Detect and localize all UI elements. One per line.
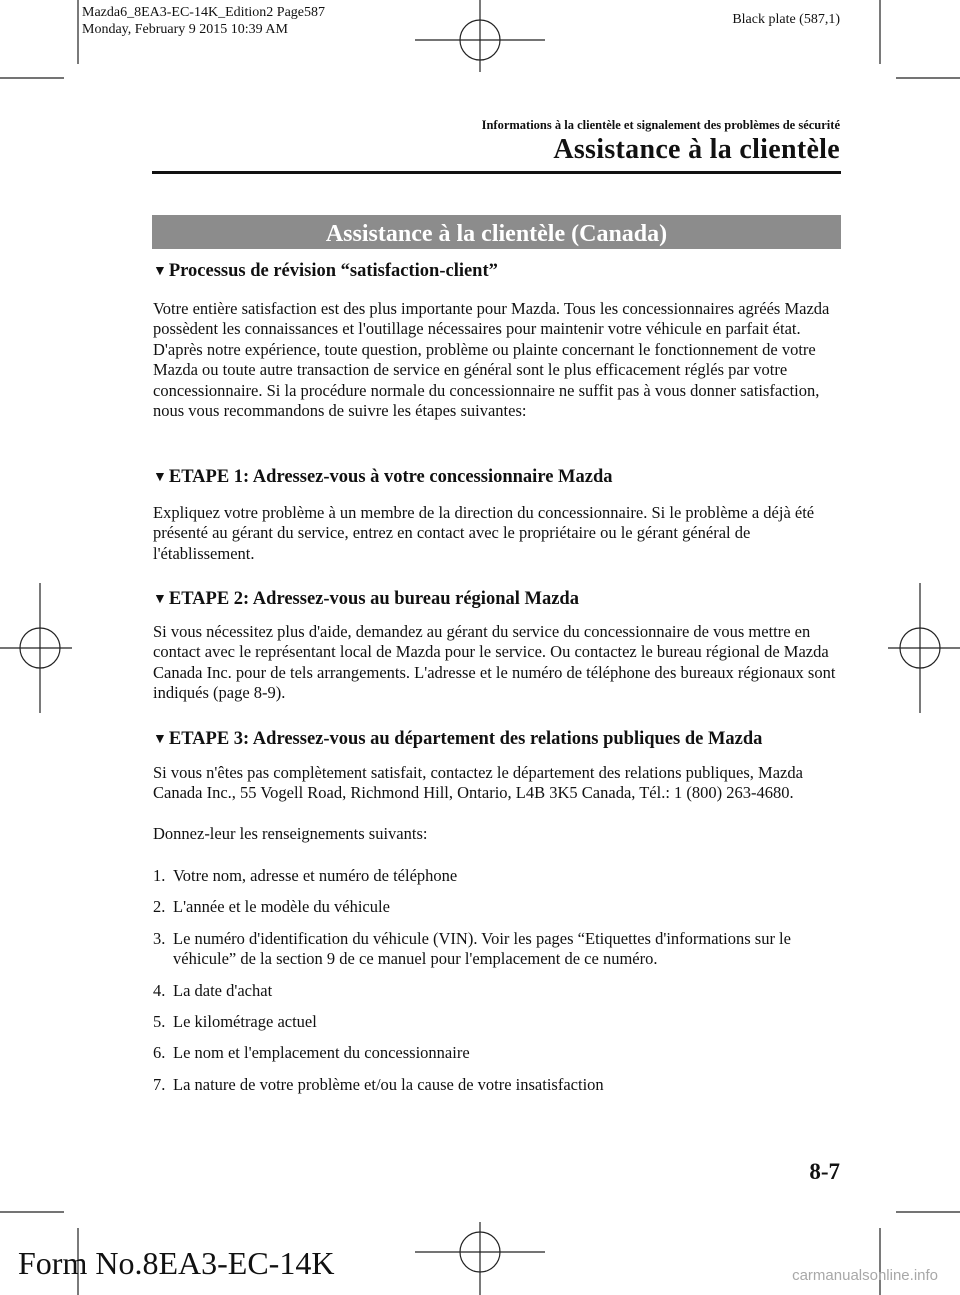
list-item-text: La nature de votre problème et/ou la cause de votre insatisfaction: [173, 1074, 604, 1094]
list-item-number: 3.: [153, 928, 166, 948]
section-heading: [153, 467, 613, 488]
watermark: carmanualsonline.info: [792, 1267, 938, 1284]
section-heading: [153, 589, 579, 610]
list-item-number: 5.: [153, 1012, 166, 1032]
list-item: [153, 929, 843, 970]
list-item-text: La date d'achat: [173, 980, 273, 1000]
print-file-line: Mazda6_8EA3-EC-14K_Edition2 Page587: [82, 5, 326, 20]
body-paragraph: Si vous n'êtes pas complètement satisfait, contactez le département des relations publiques, Mazda Canada Inc., 55 Vogell Road, Richmond Hill, Ontario, L4B 3K5 Canada, Tél.: 1 (800) 263-4680.: [153, 763, 803, 803]
triangle-down-icon: ▼: [153, 732, 167, 747]
section-banner-title: Assistance à la clientèle (Canada): [152, 215, 841, 249]
list-item-text: L'année et le modèle du véhicule: [173, 897, 390, 917]
registration-target-icon: [415, 0, 545, 72]
info-list: [153, 866, 843, 1095]
list-item: [153, 981, 843, 1001]
list-item: [153, 866, 843, 886]
registration-target-icon: [0, 583, 72, 713]
triangle-down-icon: ▼: [153, 264, 167, 279]
section-heading: [153, 261, 498, 282]
triangle-down-icon: ▼: [153, 592, 167, 607]
list-item-number: 6.: [153, 1043, 166, 1063]
print-file-info: [82, 4, 325, 38]
section-heading-text: Processus de révision “satisfaction-client”: [168, 261, 498, 281]
section-heading-text: ETAPE 3: Adressez-vous au département des relations publiques de Mazda: [168, 729, 763, 749]
body-paragraph: Donnez-leur les renseignements suivants:: [153, 824, 428, 843]
registration-target-icon: [415, 1222, 545, 1295]
list-item-number: 4.: [153, 980, 166, 1000]
list-item: [153, 1075, 843, 1095]
header-rule: [152, 171, 841, 174]
list-item-text: Le kilométrage actuel: [173, 1012, 317, 1032]
running-header-section: Assistance à la clientèle: [553, 134, 840, 165]
list-item-text: Votre nom, adresse et numéro de téléphone: [173, 866, 458, 885]
form-number: Form No.8EA3-EC-14K: [18, 1245, 335, 1281]
list-item: [153, 1012, 843, 1032]
list-item-number: 7.: [153, 1074, 166, 1094]
list-item-text: Le numéro d'identification du véhicule (VIN). Voir les pages “Etiquettes d'informations sur le véhicule” de la section 9 de ce manuel pour l'emplacement de ce numéro.: [173, 928, 791, 969]
section-heading: [153, 729, 762, 750]
registration-target-icon: [888, 583, 960, 713]
list-item-text: Le nom et l'emplacement du concessionnaire: [173, 1043, 470, 1063]
page-number: 8-7: [809, 1159, 840, 1184]
running-header-chapter: Informations à la clientèle et signalement des problèmes de sécurité: [481, 118, 840, 132]
body-paragraph: Expliquez votre problème à un membre de la direction du concessionnaire. Si le problème a déjà été présenté au gérant du service, entrez en contact avec le propriétaire ou le gérant général de l'établissement.: [153, 503, 815, 563]
list-item-number: 2.: [153, 897, 166, 917]
section-heading-text: ETAPE 2: Adressez-vous au bureau régional Mazda: [168, 589, 579, 609]
plate-info: Black plate (587,1): [732, 12, 840, 27]
list-item: [153, 897, 843, 917]
section-heading-text: ETAPE 1: Adressez-vous à votre concessionnaire Mazda: [168, 467, 613, 487]
print-date-line: Monday, February 9 2015 10:39 AM: [82, 22, 288, 37]
triangle-down-icon: ▼: [153, 470, 167, 485]
list-item-number: 1.: [153, 866, 166, 885]
list-item: [153, 1043, 843, 1063]
body-paragraph: Votre entière satisfaction est des plus importante pour Mazda. Tous les concessionnaires agréés Mazda possèdent les connaissances et l'outillage nécessaires pour maintenir votre véhicule en parfait état. D'après notre expérience, toute question, problème ou plainte concernant le fonctionnement de votre Mazda ou toute autre transaction de service en général sont le plus efficacement réglés par votre concessionnaire. Si la procédure normale du concessionnaire ne suffit pas à vous donner satisfaction, nous vous recommandons de suivre les étapes suivantes:: [153, 299, 830, 421]
body-paragraph: Si vous nécessitez plus d'aide, demandez au gérant du service du concessionnaire de vous mettre en contact avec le représentant local de Mazda pour le service. Ou contactez le bureau régional de Mazda Canada Inc. pour de tels arrangements. L'adresse et le numéro de téléphone des bureaux régionaux sont indiqués (page 8-9).: [153, 622, 836, 703]
